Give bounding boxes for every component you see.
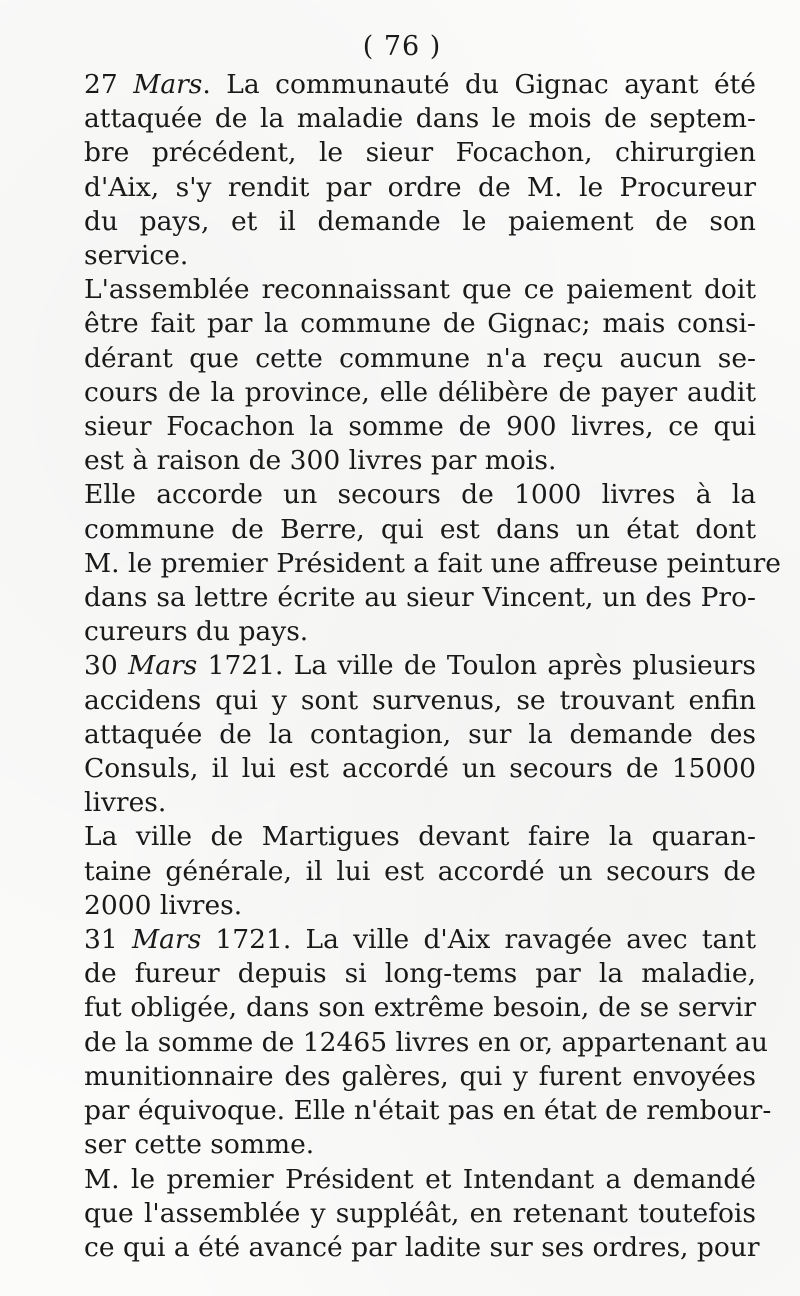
paragraph-focachon	[48, 68, 756, 273]
text-line: bre précédent, le sieur Focachon, chirurgien	[84, 137, 756, 169]
text-line: La ville de Martigues devant faire la quaran-	[84, 821, 756, 853]
paragraph-aix	[48, 923, 772, 1162]
text-line: M. le premier Président a fait une affreuse peinture	[84, 547, 781, 579]
text-line: 31 Mars 1721. La ville d'Aix ravagée avec tant	[84, 924, 756, 956]
paragraph-gignac-payment	[48, 273, 756, 478]
text-line: 30 Mars 1721. La ville de Toulon après plusieurs	[84, 650, 756, 682]
text-line: ce qui a été avancé par ladite sur ses ordres, pour	[84, 1231, 760, 1263]
text-line: de la somme de 12465 livres en or, appartenant au	[84, 1026, 768, 1058]
text-line: Consuls, il lui est accordé un secours de 15000	[84, 753, 756, 785]
text-line: attaquée de la maladie dans le mois de septem-	[84, 103, 756, 135]
paragraph-president	[48, 1163, 760, 1266]
text-line: commune de Berre, qui est dans un état dont	[84, 513, 756, 545]
page-number: ( 76 )	[362, 31, 442, 62]
paragraph-berre	[48, 478, 781, 649]
text-line: service.	[84, 240, 189, 272]
text-line: dans sa lettre écrite au sieur Vincent, un des Pro-	[84, 582, 756, 614]
text-body	[48, 68, 781, 1265]
text-line: dérant que cette commune n'a reçu aucun se-	[84, 342, 756, 374]
paragraph-martigues	[48, 820, 756, 923]
text-line: que l'assemblée y suppléât, en retenant toutefois	[84, 1197, 756, 1229]
text-line: par équivoque. Elle n'était pas en état de rembour-	[84, 1095, 772, 1127]
text-line: taine générale, il lui est accordé un secours de	[84, 855, 756, 887]
text-line: accidens qui y sont survenus, se trouvant enfin	[84, 684, 756, 716]
text-line: sieur Focachon la somme de 900 livres, ce qui	[84, 411, 756, 443]
text-line: 27 Mars. La communauté du Gignac ayant été	[84, 69, 756, 100]
text-line: fut obligée, dans son extrême besoin, de se servir	[84, 992, 756, 1024]
paragraph-toulon	[48, 649, 756, 820]
text-line: L'assemblée reconnaissant que ce paiement doit	[84, 274, 756, 306]
text-line: livres.	[84, 787, 167, 819]
text-line: ser cette somme.	[84, 1129, 315, 1161]
text-line: de fureur depuis si long-tems par la maladie,	[84, 958, 756, 990]
text-line: d'Aix, s'y rendit par ordre de M. le Procureur	[84, 171, 756, 203]
text-line: du pays, et il demande le paiement de son	[84, 205, 756, 237]
text-line: munitionnaire des galères, qui y furent envoyées	[84, 1060, 756, 1092]
text-line: M. le premier Président et Intendant a demandé	[84, 1163, 756, 1195]
text-line: 2000 livres.	[84, 889, 243, 921]
text-line: cours de la province, elle délibère de payer audit	[84, 376, 756, 408]
text-line: est à raison de 300 livres par mois.	[84, 445, 557, 477]
text-line: Elle accorde un secours de 1000 livres à la	[84, 479, 756, 511]
text-line: attaquée de la contagion, sur la demande des	[84, 718, 756, 750]
text-line: être fait par la commune de Gignac; mais consi-	[84, 308, 756, 340]
text-line: cureurs du pays.	[84, 616, 309, 648]
